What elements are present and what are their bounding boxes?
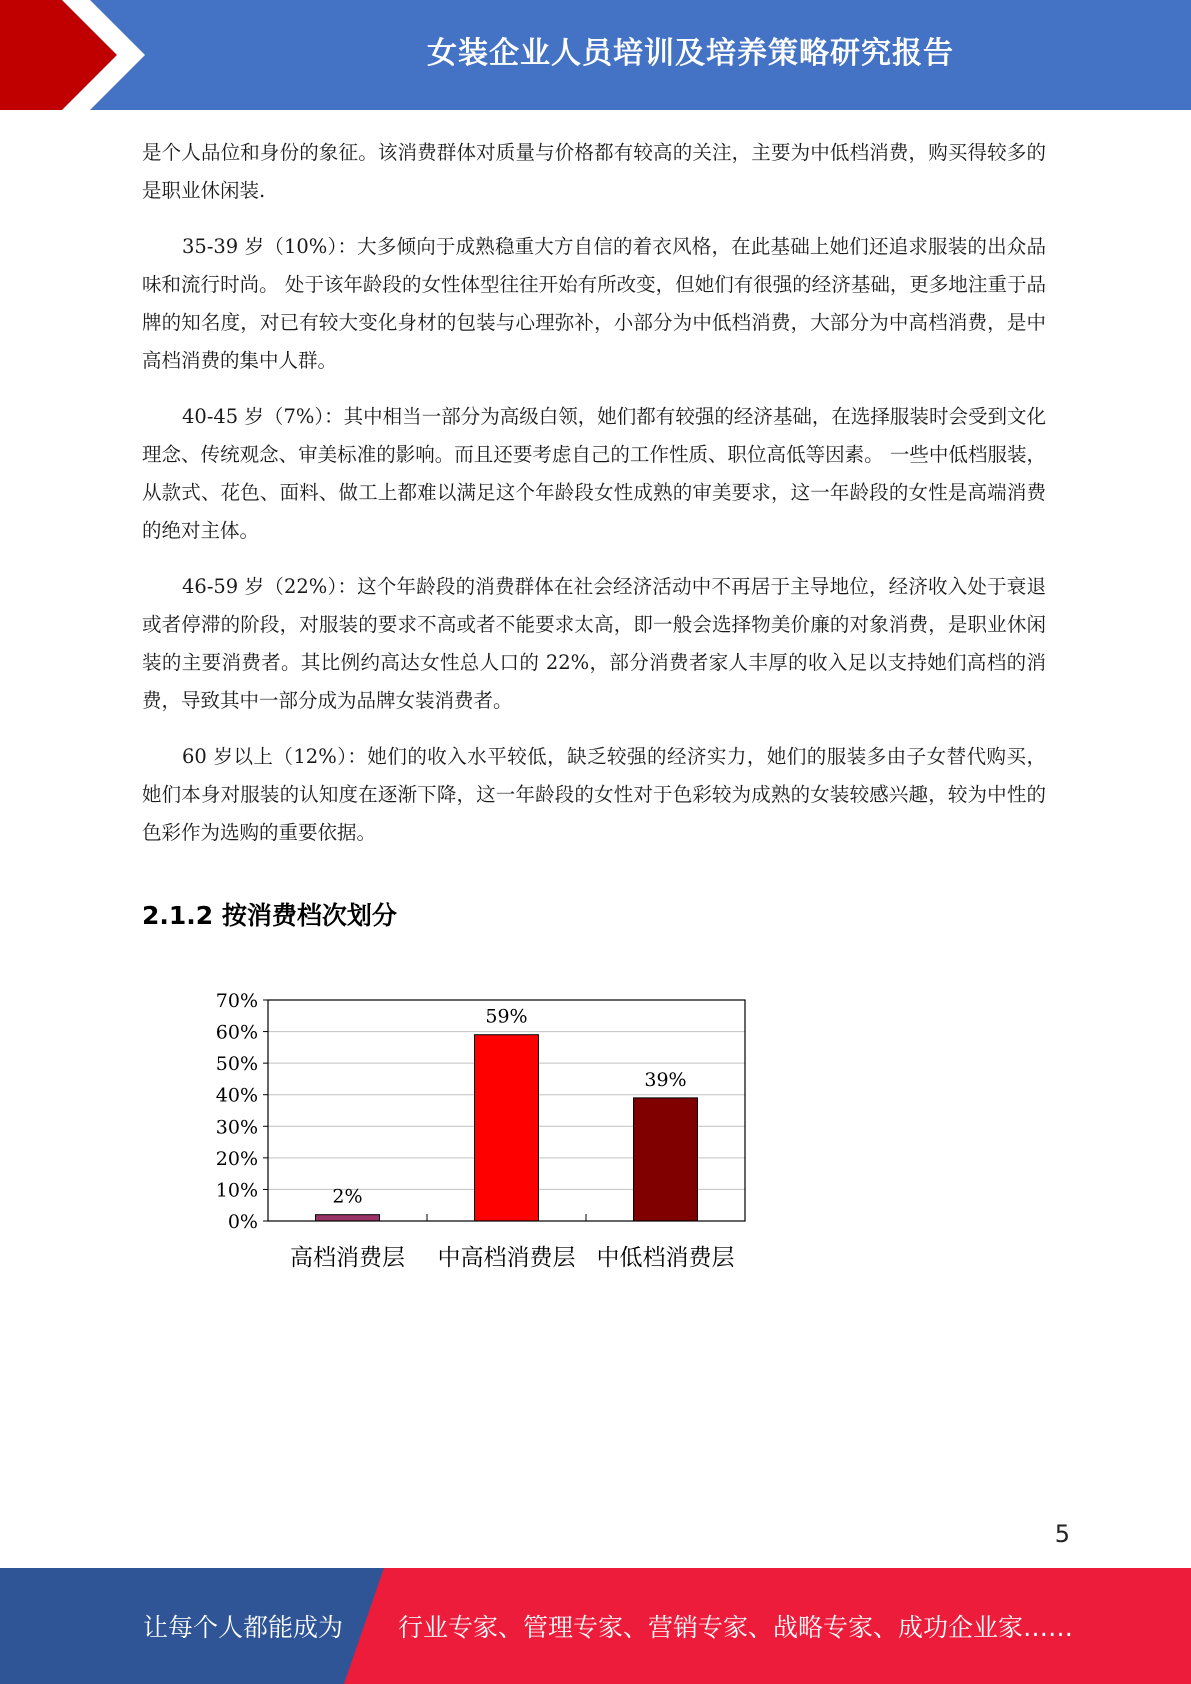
- footer-slogan-right: 行业专家、管理专家、营销专家、战略专家、成功企业家……: [398, 1613, 1074, 1642]
- page-number: 5: [1054, 1520, 1070, 1548]
- paragraph-age-46-59: 46-59 岁（22%）：这个年龄段的消费群体在社会经济活动中不再居于主导地位，经济收入处于衰退或者停滞的阶段，对服装的要求不高或者不能要求太高，即一般会选择物美价廉的对象消费，是职业休闲装的主要消费者。其比例约高达女性总人口的 22%，部分消费者家人丰厚的收入足以支持她们高档的消费，导致其中一部分成为品牌女装消费者。: [142, 575, 1046, 712]
- value-label: 59%: [485, 1005, 528, 1028]
- paragraph-age-35-39: 35-39 岁（10%）：大多倾向于成熟稳重大方自信的着衣风格，在此基础上她们还追求服装的出众品味和流行时尚。 处于该年龄段的女性体型往往开始有所改变，但她们有很强的经济基础，更多地注重于品牌的知名度，对已有较大变化身材的包装与心理弥补，小部分为中低档消费，大部分为中高档消费，是中高档消费的集中人群。: [142, 235, 1046, 372]
- paragraph-continued: 是个人品位和身份的象征。该消费群体对质量与价格都有较高的关注，主要为中低档消费，购买得较多的是职业休闲装.: [142, 141, 1046, 202]
- consumption-level-bar-chart: [190, 980, 770, 1280]
- bar-1: [316, 1215, 380, 1221]
- footer-slogan-left: 让每个人都能成为: [143, 1613, 344, 1642]
- section-heading: 2.1.2 按消费档次划分: [142, 901, 397, 930]
- y-tick-label: 30%: [215, 1116, 258, 1139]
- category-label: 中高档消费层: [437, 1245, 576, 1271]
- paragraph-age-40-45: 40-45 岁（7%）：其中相当一部分为高级白领，她们都有较强的经济基础，在选择服装时会受到文化理念、传统观念、审美标准的影响。而且还要考虑自己的工作性质、职位高低等因素。 一些中低档服装，从款式、花色、面料、做工上都难以满足这个年龄段女性成熟的审美要求，这一年龄段的女性是高端消费的绝对主体。: [142, 405, 1046, 542]
- page-footer: [0, 1568, 1191, 1684]
- y-tick-label: 50%: [215, 1053, 258, 1076]
- y-tick-label: 0%: [227, 1211, 258, 1233]
- y-tick-label: 60%: [215, 1021, 258, 1044]
- header-chevron-icon: [0, 0, 160, 110]
- document-title: 女装企业人员培训及培养策略研究报告: [427, 36, 954, 71]
- y-tick-label: 40%: [215, 1084, 258, 1107]
- category-label: 中低档消费层: [596, 1245, 735, 1271]
- y-tick-label: 10%: [215, 1179, 258, 1202]
- chart-category-labels: [290, 1245, 735, 1271]
- chart-y-tick-labels: [216, 990, 258, 1233]
- y-tick-label: 70%: [215, 990, 258, 1012]
- category-label: 高档消费层: [290, 1245, 405, 1271]
- value-label: 2%: [332, 1185, 363, 1208]
- value-label: 39%: [644, 1068, 687, 1091]
- report-body: [142, 134, 1046, 870]
- page-header: [0, 0, 1191, 110]
- bar-2: [475, 1035, 539, 1221]
- y-tick-label: 20%: [215, 1147, 258, 1170]
- paragraph-age-60-plus: 60 岁以上（12%）：她们的收入水平较低，缺乏较强的经济实力，她们的服装多由子女替代购买，她们本身对服装的认知度在逐渐下降，这一年龄段的女性对于色彩较为成熟的女装较感兴趣，较为中性的色彩作为选购的重要依据。: [142, 745, 1046, 844]
- bar-3: [634, 1098, 698, 1221]
